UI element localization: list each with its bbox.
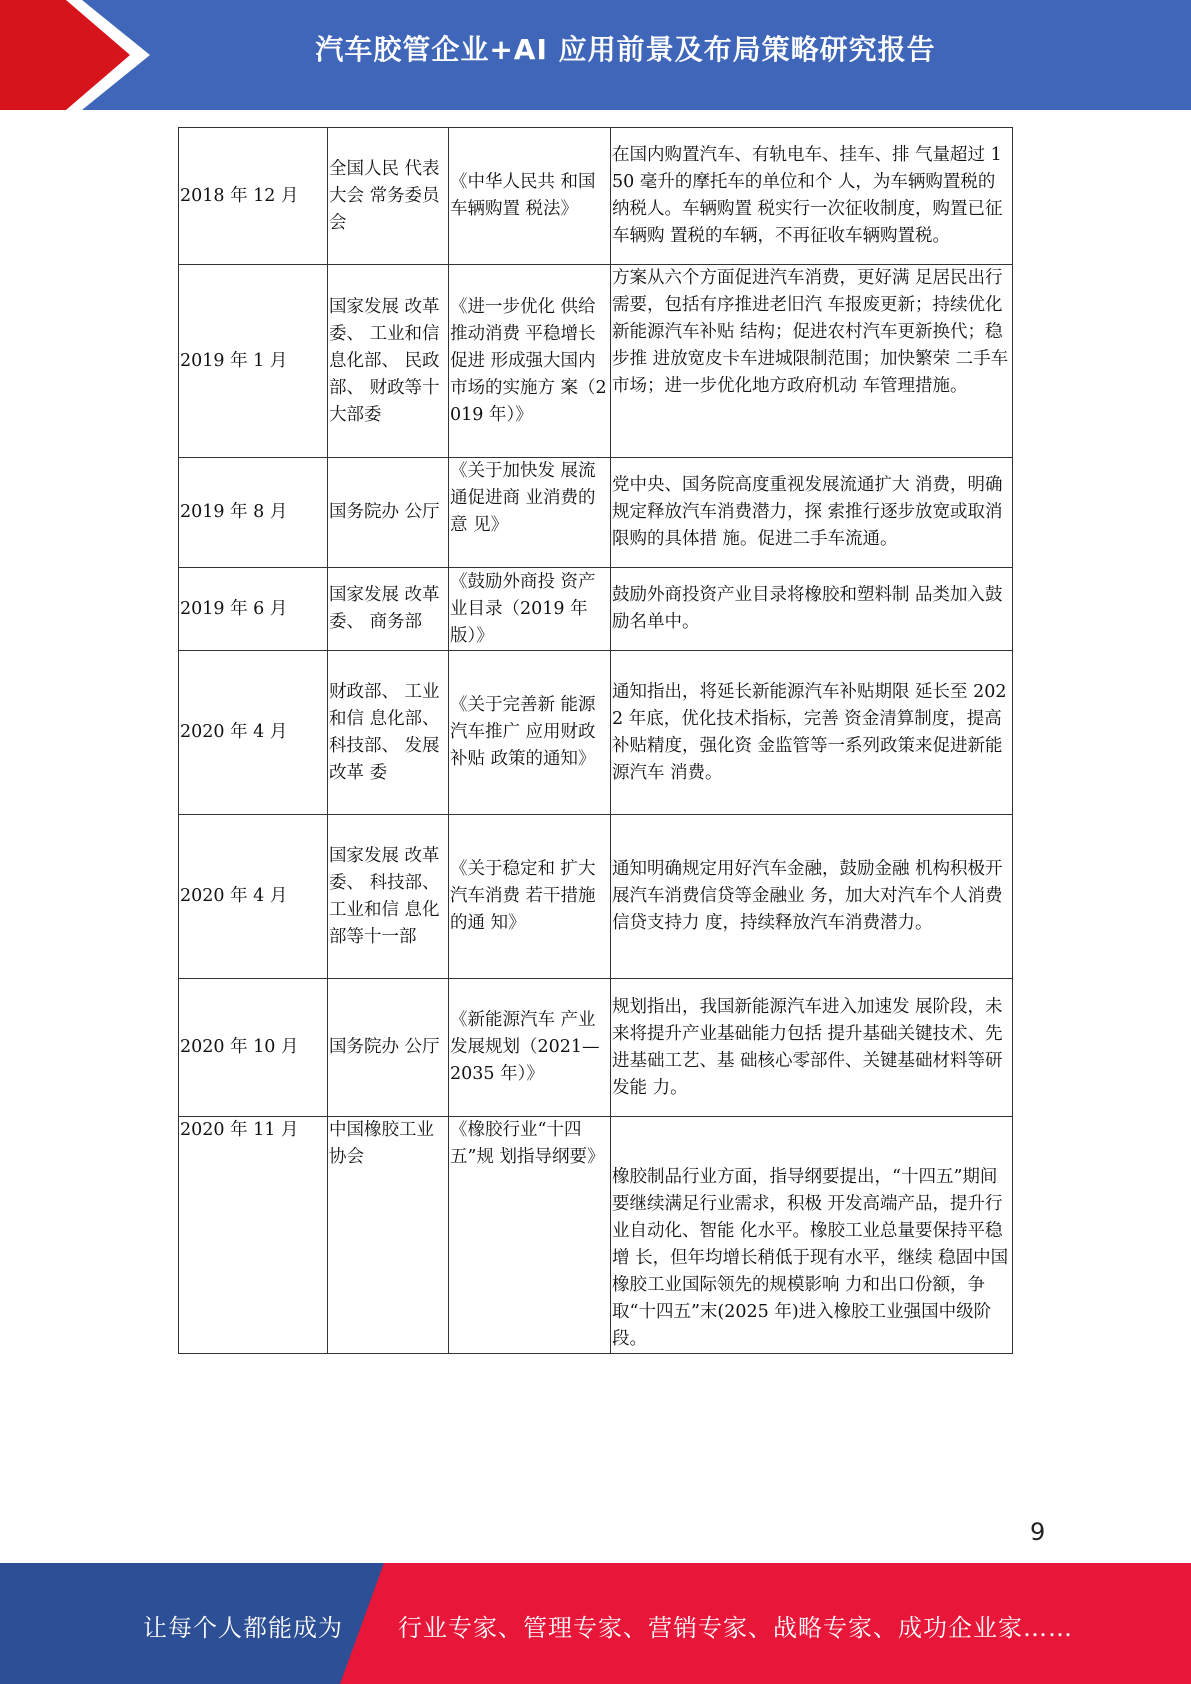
- document-cell: 《新能源汽车 产业发展规划（2021—2035 年）》: [449, 979, 611, 1117]
- agency-cell: 国务院办 公厅: [328, 458, 449, 568]
- agency-cell: 国家发展 改革委、 工业和信 息化部、 民政部、 财政等十 大部委: [328, 265, 449, 458]
- content-cell: 规划指出，我国新能源汽车进入加速发 展阶段，未来将提升产业基础能力包括 提升基础关键技术、先进基础工艺、基 础核心零部件、关键基础材料等研发能 力。: [611, 979, 1013, 1117]
- document-cell: 《关于加快发 展流通促进商 业消费的意 见》: [449, 458, 611, 568]
- agency-cell: 国家发展 改革委、 科技部、 工业和信 息化部等十一部: [328, 815, 449, 979]
- content-cell: 通知指出，将延长新能源汽车补贴期限 延长至 2022 年底，优化技术指标，完善 资金清算制度，提高补贴精度，强化资 金监管等一系列政策来促进新能源汽车 消费。: [611, 651, 1013, 815]
- date-cell: 2020 年 4 月: [179, 815, 328, 979]
- content-cell: 通知明确规定用好汽车金融，鼓励金融 机构积极开展汽车消费信贷等金融业 务，加大对汽车个人消费信贷支持力 度，持续释放汽车消费潜力。: [611, 815, 1013, 979]
- date-cell: 2019 年 6 月: [179, 568, 328, 651]
- page-number: 9: [1030, 1518, 1046, 1546]
- date-cell: 2020 年 4 月: [179, 651, 328, 815]
- content-cell: 鼓励外商投资产业目录将橡胶和塑料制 品类加入鼓励名单中。: [611, 568, 1013, 651]
- content-cell: 在国内购置汽车、有轨电车、挂车、排 气量超过 150 毫升的摩托车的单位和个 人，为车辆购置税的纳税人。车辆购置 税实行一次征收制度，购置已征车辆购 置税的车辆，不再征收车辆购置税。: [611, 128, 1013, 265]
- agency-cell: 中国橡胶工业协会: [328, 1117, 449, 1354]
- agency-cell: 全国人民 代表大会 常务委员 会: [328, 128, 449, 265]
- table-row: [179, 1117, 1013, 1354]
- policy-table: [178, 127, 1013, 1354]
- document-cell: 《橡胶行业“十四五”规 划指导纲要》: [449, 1117, 611, 1354]
- content-cell: 橡胶制品行业方面，指导纲要提出，“十四五”期间要继续满足行业需求，积极 开发高端产品，提升行业自动化、智能 化水平。橡胶工业总量要保持平稳增 长，但年均增长稍低于现有水平，继续 稳固中国橡胶工业国际领先的规模影响 力和出口份额，争取“十四五”末(2025 年)进入橡胶工业强国中级阶段。: [611, 1117, 1013, 1354]
- footer-slogan-left: 让每个人都能成为: [143, 1614, 343, 1642]
- date-cell: 2019 年 8 月: [179, 458, 328, 568]
- table-row: [179, 265, 1013, 458]
- agency-cell: 财政部、 工业和信 息化部、 科技部、 发展改革 委: [328, 651, 449, 815]
- date-cell: 2018 年 12 月: [179, 128, 328, 265]
- document-cell: 《关于完善新 能源汽车推广 应用财政补贴 政策的通知》: [449, 651, 611, 815]
- date-cell: 2020 年 10 月: [179, 979, 328, 1117]
- document-cell: 《中华人民共 和国车辆购置 税法》: [449, 128, 611, 265]
- agency-cell: 国务院办 公厅: [328, 979, 449, 1117]
- content-cell: 方案从六个方面促进汽车消费，更好满 足居民出行需要，包括有序推进老旧汽 车报废更新；持续优化新能源汽车补贴 结构；促进农村汽车更新换代；稳步推 进放宽皮卡车进城限制范围；加快繁荣 二手车市场；进一步优化地方政府机动 车管理措施。: [611, 265, 1013, 458]
- table-row: [179, 651, 1013, 815]
- table-row: [179, 568, 1013, 651]
- table-row: [179, 458, 1013, 568]
- date-cell: 2020 年 11 月: [179, 1117, 328, 1354]
- document-cell: 《关于稳定和 扩大汽车消费 若干措施的通 知》: [449, 815, 611, 979]
- table-row: [179, 128, 1013, 265]
- table-row: [179, 815, 1013, 979]
- footer-slogan-right: 行业专家、管理专家、营销专家、战略专家、成功企业家……: [398, 1614, 1073, 1642]
- content-cell: 党中央、国务院高度重视发展流通扩大 消费，明确规定释放汽车消费潜力，探 索推行逐步放宽或取消限购的具体措 施。促进二手车流通。: [611, 458, 1013, 568]
- document-cell: 《进一步优化 供给推动消费 平稳增长促进 形成强大国内 市场的实施方 案（2019 年）》: [449, 265, 611, 458]
- table-row: [179, 979, 1013, 1117]
- document-cell: 《鼓励外商投 资产业目录（2019 年版）》: [449, 568, 611, 651]
- date-cell: 2019 年 1 月: [179, 265, 328, 458]
- page-footer: [0, 1563, 1191, 1684]
- agency-cell: 国家发展 改革委、 商务部: [328, 568, 449, 651]
- page-header: [0, 0, 1191, 110]
- report-title: 汽车胶管企业+AI 应用前景及布局策略研究报告: [315, 33, 936, 66]
